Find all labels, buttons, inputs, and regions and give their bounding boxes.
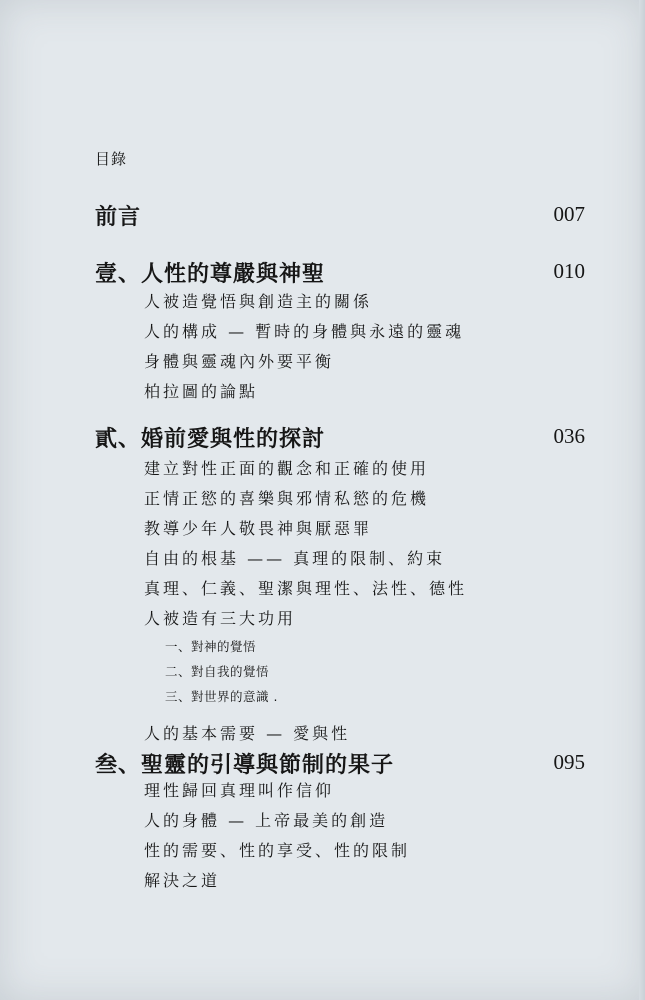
- toc-item[interactable]: 真理、仁義、聖潔與理性、法性、德性: [144, 579, 468, 598]
- toc-section-3: [95, 748, 585, 896]
- toc-item[interactable]: 理性歸回真理叫作信仰: [144, 781, 335, 800]
- toc-item[interactable]: 自由的根基 —— 真理的限制、約束: [144, 549, 446, 568]
- section-page-number: 010: [553, 259, 585, 283]
- toc-subitem[interactable]: 三、對世界的意識 .: [165, 689, 278, 704]
- toc-item[interactable]: 性的需要、性的享受、性的限制: [144, 841, 411, 860]
- toc-item[interactable]: 正情正慾的喜樂與邪情私慾的危機: [144, 489, 430, 508]
- section-title: 貳、婚前愛與性的探討: [95, 427, 326, 452]
- toc-item[interactable]: 人被造有三大功用: [144, 609, 297, 628]
- section-title: 叁、聖靈的引導與節制的果子: [95, 753, 395, 778]
- toc-subitem[interactable]: 二、對自我的覺悟: [165, 664, 270, 679]
- section-title: 前言: [95, 205, 142, 230]
- toc-entry[interactable]: [95, 200, 585, 234]
- toc-section-1: [95, 257, 585, 407]
- toc-section-preface: [95, 200, 585, 234]
- toc-item[interactable]: 解決之道: [144, 871, 221, 890]
- toc-item[interactable]: 人的構成 — 暫時的身體與永遠的靈魂: [144, 322, 465, 341]
- toc-item[interactable]: 人被造覺悟與創造主的關係: [144, 292, 373, 311]
- toc-item[interactable]: 人的基本需要 — 愛與性: [144, 724, 351, 743]
- section-page-number: 007: [553, 202, 585, 226]
- toc-heading: 目錄: [95, 150, 128, 168]
- toc-item[interactable]: 柏拉圖的論點: [144, 382, 259, 401]
- section-page-number: 095: [553, 750, 585, 774]
- toc-item[interactable]: 身體與靈魂內外要平衡: [144, 352, 335, 371]
- toc-item[interactable]: 建立對性正面的觀念和正確的使用: [144, 459, 430, 478]
- toc-item[interactable]: 教導少年人敬畏神與厭惡罪: [144, 519, 373, 538]
- toc-subitem[interactable]: 一、對神的覺悟: [165, 639, 257, 654]
- toc-entry[interactable]: [95, 748, 585, 782]
- page-edge: [639, 0, 645, 1000]
- section-title: 壹、人性的尊嚴與神聖: [95, 262, 326, 287]
- section-page-number: 036: [553, 424, 585, 448]
- toc-entry[interactable]: [95, 422, 585, 456]
- toc-item[interactable]: 人的身體 — 上帝最美的創造: [144, 811, 389, 830]
- toc-entry[interactable]: [95, 257, 585, 291]
- toc-section-2: [95, 422, 585, 749]
